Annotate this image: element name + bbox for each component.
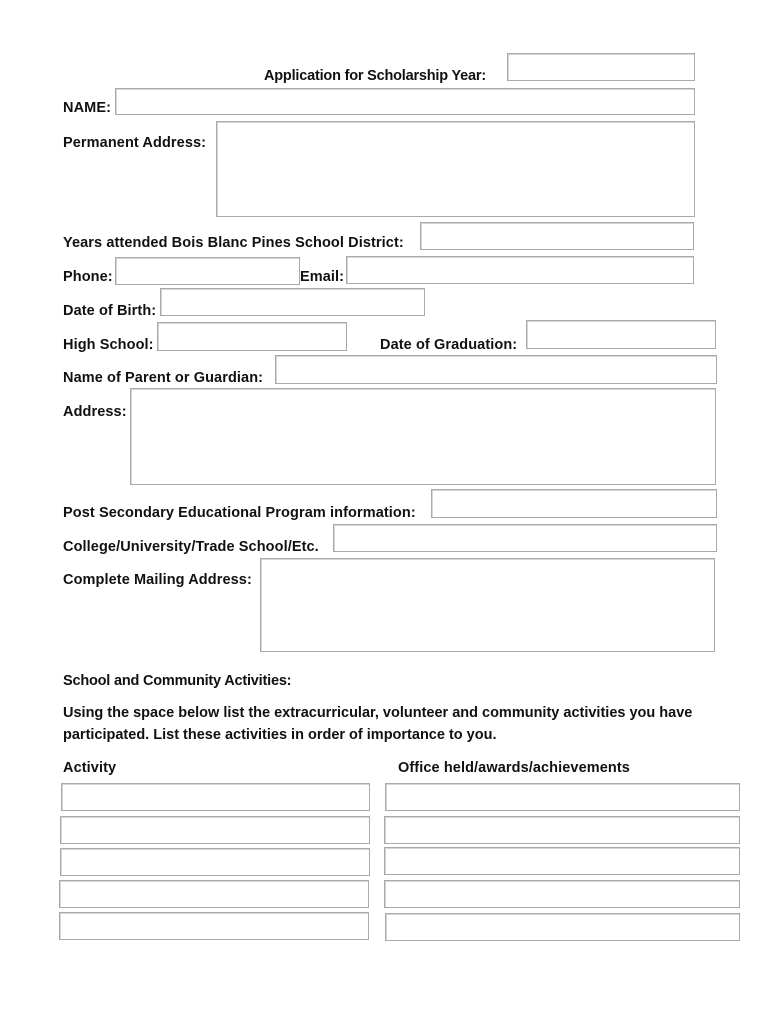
name-label: NAME:	[63, 100, 112, 116]
permanent-address-label: Permanent Address:	[63, 135, 207, 151]
mailing-address-field[interactable]	[260, 558, 715, 652]
mailing-address-label: Complete Mailing Address:	[63, 572, 252, 588]
phone-field[interactable]	[115, 257, 300, 285]
award-field[interactable]	[385, 913, 740, 941]
award-field[interactable]	[384, 847, 740, 875]
scholarship-year-field[interactable]	[507, 53, 695, 81]
guardian-label: Name of Parent or Guardian:	[63, 370, 264, 386]
post-secondary-field[interactable]	[431, 489, 717, 518]
email-label: Email:	[300, 269, 345, 285]
award-field[interactable]	[384, 816, 740, 844]
activities-heading: School and Community Activities:	[63, 673, 292, 689]
years-attended-field[interactable]	[420, 222, 694, 250]
graduation-label: Date of Graduation:	[380, 337, 518, 353]
guardian-field[interactable]	[275, 355, 717, 384]
dob-label: Date of Birth:	[63, 303, 157, 319]
permanent-address-field[interactable]	[216, 121, 695, 217]
guardian-address-label: Address:	[63, 404, 127, 420]
award-field[interactable]	[385, 783, 740, 811]
college-field[interactable]	[333, 524, 717, 552]
college-label: College/University/Trade School/Etc.	[63, 539, 319, 555]
dob-field[interactable]	[160, 288, 425, 316]
high-school-label: High School:	[63, 337, 154, 353]
activity-column-header: Activity	[63, 760, 117, 776]
graduation-date-field[interactable]	[526, 320, 716, 349]
activity-field[interactable]	[59, 880, 369, 908]
activity-field[interactable]	[59, 912, 369, 940]
years-attended-label: Years attended Bois Blanc Pines School District:	[63, 235, 404, 251]
email-field[interactable]	[346, 256, 694, 284]
awards-column-header: Office held/awards/achievements	[398, 760, 630, 776]
post-secondary-label: Post Secondary Educational Program information:	[63, 505, 416, 521]
activity-field[interactable]	[61, 783, 370, 811]
form-title: Application for Scholarship Year:	[264, 68, 486, 84]
activity-field[interactable]	[60, 848, 370, 876]
activities-instructions: Using the space below list the extracurricular, volunteer and community activities you have participated. List these activities in order of importance to you.	[63, 705, 693, 743]
high-school-field[interactable]	[157, 322, 347, 351]
guardian-address-field[interactable]	[130, 388, 716, 485]
name-field[interactable]	[115, 88, 695, 115]
award-field[interactable]	[384, 880, 740, 908]
phone-label: Phone:	[63, 269, 113, 285]
activity-field[interactable]	[60, 816, 370, 844]
